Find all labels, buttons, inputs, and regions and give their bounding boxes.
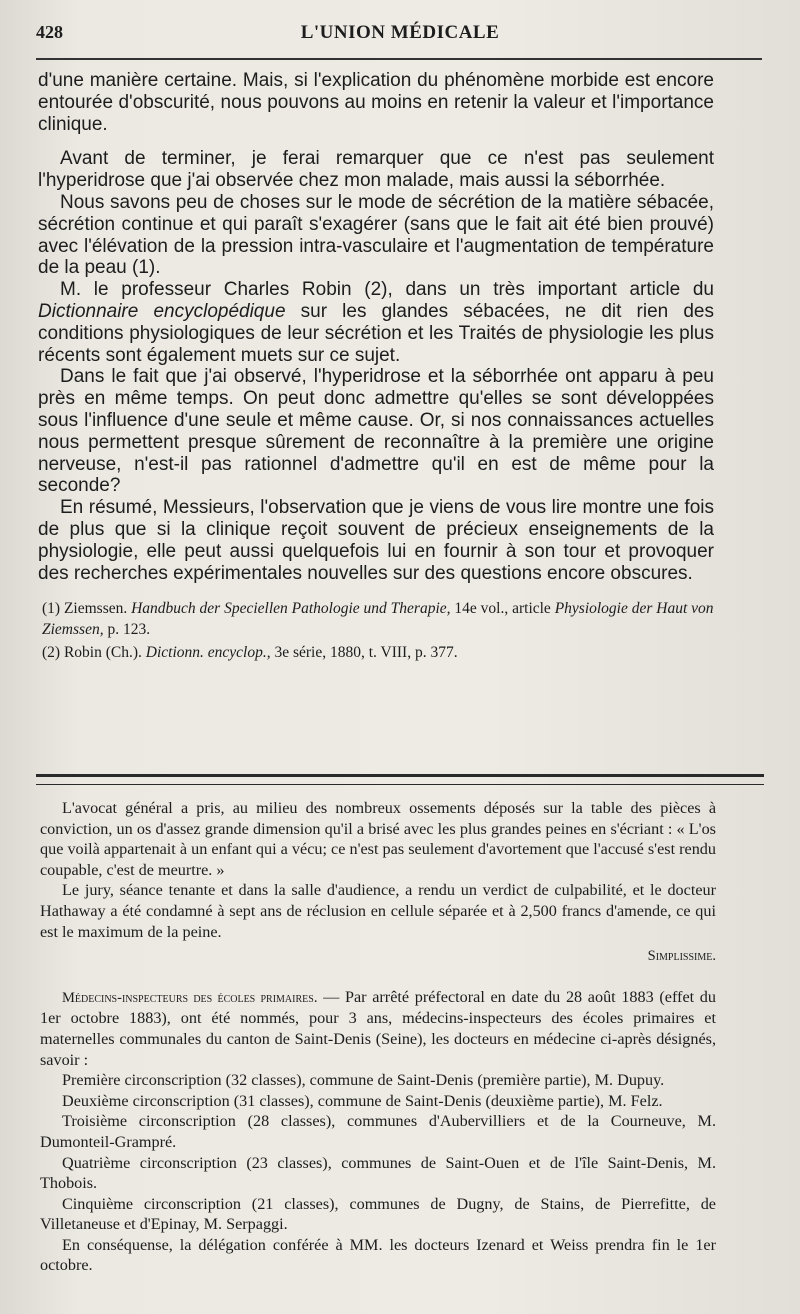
paragraph: En résumé, Messieurs, l'observation que je viens de vous lire montre une fois de plus que si la clinique reçoit souvent de précieux enseignements de la physiologie, elle peut aussi quelquefois lui en fournir à son tour et provoquer des recherches expérimentales nouvelles sur des questions encore obscures.: [38, 497, 714, 584]
list-item: Troisième circonscription (28 classes), communes d'Aubervilliers et de la Courneuve, M. Dumonteil-Grampré.: [40, 1112, 716, 1151]
paragraph: Avant de terminer, je ferai remarquer que ce n'est pas seulement l'hyperidrose que j'ai observée chez mon malade, mais aussi la séborrhée.: [38, 148, 714, 192]
paragraph: Dans le fait que j'ai observé, l'hyperidrose et la séborrhée ont apparu à peu près en même temps. On peut donc admettre qu'elles se sont développées sous l'influence d'une seule et même cause. Or, si nos connaissances actuelles nous permettent presque sûrement de reconnaître à la première une origine nerveuse, n'est-il pas rationnel d'admettre qu'il en est de même pour la seconde?: [38, 366, 714, 497]
list-item: Première circonscription (32 classes), commune de Saint-Denis (première partie), M. Dupuy.: [62, 1071, 665, 1090]
footnote-1: (1) Ziemssen. Handbuch der Speciellen Pathologie und Therapie, 14e vol., article Physiologie der Haut von Ziemssen, p. 123.: [42, 600, 714, 639]
paragraph: d'une manière certaine. Mais, si l'explication du phénomène morbide est encore entourée d'obscurité, nous pouvons au moins en retenir la valeur et l'importance clinique.: [38, 70, 714, 135]
list-item: En conséquense, la délégation conférée à MM. les docteurs Izenard et Weiss prendra fin le 1er octobre.: [40, 1235, 716, 1275]
footnotes: [38, 584, 714, 663]
signature: Simplissime.: [647, 948, 716, 965]
list-item: Cinquième circonscription (21 classes), communes de Dugny, de Stains, de Pierrefitte, de Villetaneuse et d'Epinay, M. Serpaggi.: [40, 1194, 716, 1234]
paragraph: Nous savons peu de choses sur le mode de sécrétion de la matière sébacée, sécrétion continue et qui paraît s'exagérer (sans que le fait ait été bien prouvé) avec l'élévation de la pression intra-vasculaire et l'augmentation de température de la peau (1).: [38, 191, 714, 279]
footnote-2: (2) Robin (Ch.). Dictionn. encyclop., 3e série, 1880, t. VIII, p. 377.: [42, 644, 458, 662]
paragraph: M. le professeur Charles Robin (2), dans un très important article du Dictionnaire encyclopédique sur les glandes sébacées, ne dit rien des conditions physiologiques de leur sécrétion et les Traités de physiologie les plus récents sont également muets sur ce sujet.: [38, 279, 714, 366]
paragraph: Le jury, séance tenante et dans la salle d'audience, a rendu un verdict de culpabilité, et le docteur Hathaway a été condamné à sept ans de réclusion en cellule séparée et à 2,500 francs d'amende, ce qui est le maximum de la peine.: [40, 881, 716, 941]
list-item: Deuxième circonscription (31 classes), commune de Saint-Denis (deuxième partie), M. Felz.: [62, 1091, 663, 1110]
page-header: [36, 22, 764, 48]
header-rule: [36, 58, 762, 60]
news-section: [40, 798, 716, 1276]
running-title: L'UNION MÉDICALE: [300, 22, 500, 43]
list-item: Quatrième circonscription (23 classes), communes de Saint-Ouen et de l'île Saint-Denis, M. Thobois.: [40, 1153, 716, 1193]
paragraph: L'avocat général a pris, au milieu des nombreux ossements déposés sur la table des pièces à conviction, un os d'assez grande dimension qu'il a brisé avec les plus grandes peines en s'écriant : « L'os que voilà appartenait à un enfant qui a vécu; ce n'est pas seulement d'avortement que l'accusé s'est rendu coupable, c'est de meurtre. »: [40, 799, 716, 879]
section-divider: [36, 774, 764, 785]
page-number: 428: [36, 22, 63, 42]
section-title: Médecins-inspecteurs des écoles primaires.: [62, 989, 318, 1006]
article-body: [38, 70, 714, 665]
appointments-intro: Médecins-inspecteurs des écoles primaires. — Par arrêté préfectoral en date du 28 août 1883 (effet du 1er octobre 1883), ont été nommés, pour 3 ans, médecins-inspecteurs des écoles primaires et maternelles communales du canton de Saint-Denis (Seine), les docteurs en médecine ci-après désignés, savoir :: [40, 987, 716, 1069]
